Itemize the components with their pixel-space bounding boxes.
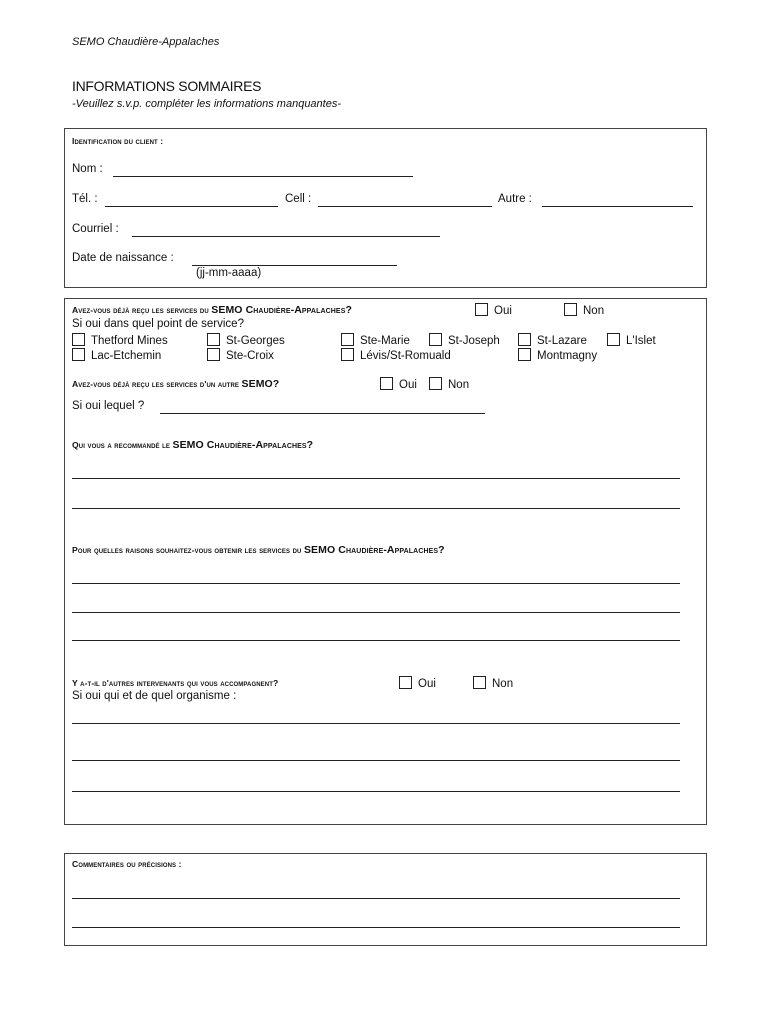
q1-non-option[interactable]: Non <box>564 303 604 317</box>
point-ste-croix[interactable]: Ste-Croix <box>207 348 274 362</box>
point-lac-etchemin[interactable]: Lac-Etchemin <box>72 348 161 362</box>
organisme-line-3[interactable] <box>72 791 680 792</box>
comments-line-1[interactable] <box>72 898 680 899</box>
autre-label: Autre : <box>498 193 532 205</box>
tel-field[interactable] <box>105 206 278 207</box>
q2-non-checkbox[interactable] <box>429 377 442 390</box>
raisons-line-2[interactable] <box>72 612 680 613</box>
cell-field[interactable] <box>318 206 492 207</box>
q5-oui-option[interactable]: Oui <box>399 676 436 690</box>
services-question-4: Pour quelles raisons souhaitez-vous obtenir les services du SEMO Chaudière-Appalaches? <box>72 544 445 556</box>
organisme-line-2[interactable] <box>72 760 680 761</box>
q2-oui-option[interactable]: Oui <box>380 377 417 391</box>
checkbox[interactable] <box>207 333 220 346</box>
point-levis-st-romuald[interactable]: Lévis/St-Romuald <box>341 348 451 362</box>
naissance-format: (jj-mm-aaaa) <box>196 267 262 279</box>
identification-heading: Identification du client : <box>72 136 164 146</box>
services-question-3: Qui vous a recommandé le SEMO Chaudière-Appalaches? <box>72 439 314 451</box>
document-header: SEMO Chaudière-Appalaches <box>72 36 220 48</box>
checkbox[interactable] <box>341 348 354 361</box>
comments-heading: Commentaires ou précisions : <box>72 859 182 869</box>
nom-label: Nom : <box>72 163 103 175</box>
naissance-label: Date de naissance : <box>72 252 174 264</box>
checkbox[interactable] <box>207 348 220 361</box>
point-ste-marie[interactable]: Ste-Marie <box>341 333 410 347</box>
recommande-line-1[interactable] <box>72 478 680 479</box>
nom-field[interactable] <box>113 176 413 177</box>
services-section <box>64 298 707 825</box>
lequel-field[interactable] <box>160 413 485 414</box>
courriel-field[interactable] <box>132 236 440 237</box>
checkbox[interactable] <box>518 348 531 361</box>
autre-field[interactable] <box>542 206 693 207</box>
q5-non-option[interactable]: Non <box>473 676 513 690</box>
comments-section <box>64 853 707 946</box>
checkbox[interactable] <box>518 333 531 346</box>
courriel-label: Courriel : <box>72 223 119 235</box>
services-question-2: Avez-vous déjà reçu les services d'un autre SEMO? <box>72 378 280 390</box>
point-st-lazare[interactable]: St-Lazare <box>518 333 587 347</box>
point-st-joseph[interactable]: St-Joseph <box>429 333 500 347</box>
identification-section <box>64 128 707 288</box>
point-lislet[interactable]: L'Islet <box>607 333 656 347</box>
raisons-line-3[interactable] <box>72 640 680 641</box>
naissance-field[interactable] <box>192 265 397 266</box>
q2-oui-checkbox[interactable] <box>380 377 393 390</box>
organisme-line-1[interactable] <box>72 723 680 724</box>
checkbox[interactable] <box>607 333 620 346</box>
checkbox[interactable] <box>429 333 442 346</box>
point-thetford-mines[interactable]: Thetford Mines <box>72 333 168 347</box>
lequel-label: Si oui lequel ? <box>72 400 145 412</box>
page-subtitle: -Veuillez s.v.p. compléter les informations manquantes- <box>72 98 342 110</box>
recommande-line-2[interactable] <box>72 508 680 509</box>
q5-non-checkbox[interactable] <box>473 676 486 689</box>
point-st-georges[interactable]: St-Georges <box>207 333 285 347</box>
tel-label: Tél. : <box>72 193 98 205</box>
checkbox[interactable] <box>72 348 85 361</box>
organisme-label: Si oui qui et de quel organisme : <box>72 690 237 702</box>
q1-non-checkbox[interactable] <box>564 303 577 316</box>
page-title: INFORMATIONS SOMMAIRES <box>72 78 262 94</box>
comments-line-2[interactable] <box>72 927 680 928</box>
q1-oui-checkbox[interactable] <box>475 303 488 316</box>
checkbox[interactable] <box>72 333 85 346</box>
services-question-5: Y a-t-il d'autres intervenants qui vous accompagnent? <box>72 678 279 688</box>
raisons-line-1[interactable] <box>72 583 680 584</box>
services-question-1: Avez-vous déjà reçu les services du SEMO Chaudière-Appalaches? <box>72 304 352 316</box>
cell-label: Cell : <box>285 193 312 205</box>
point-service-question: Si oui dans quel point de service? <box>72 318 244 330</box>
q2-non-option[interactable]: Non <box>429 377 469 391</box>
q5-oui-checkbox[interactable] <box>399 676 412 689</box>
q1-oui-option[interactable]: Oui <box>475 303 512 317</box>
point-montmagny[interactable]: Montmagny <box>518 348 597 362</box>
checkbox[interactable] <box>341 333 354 346</box>
